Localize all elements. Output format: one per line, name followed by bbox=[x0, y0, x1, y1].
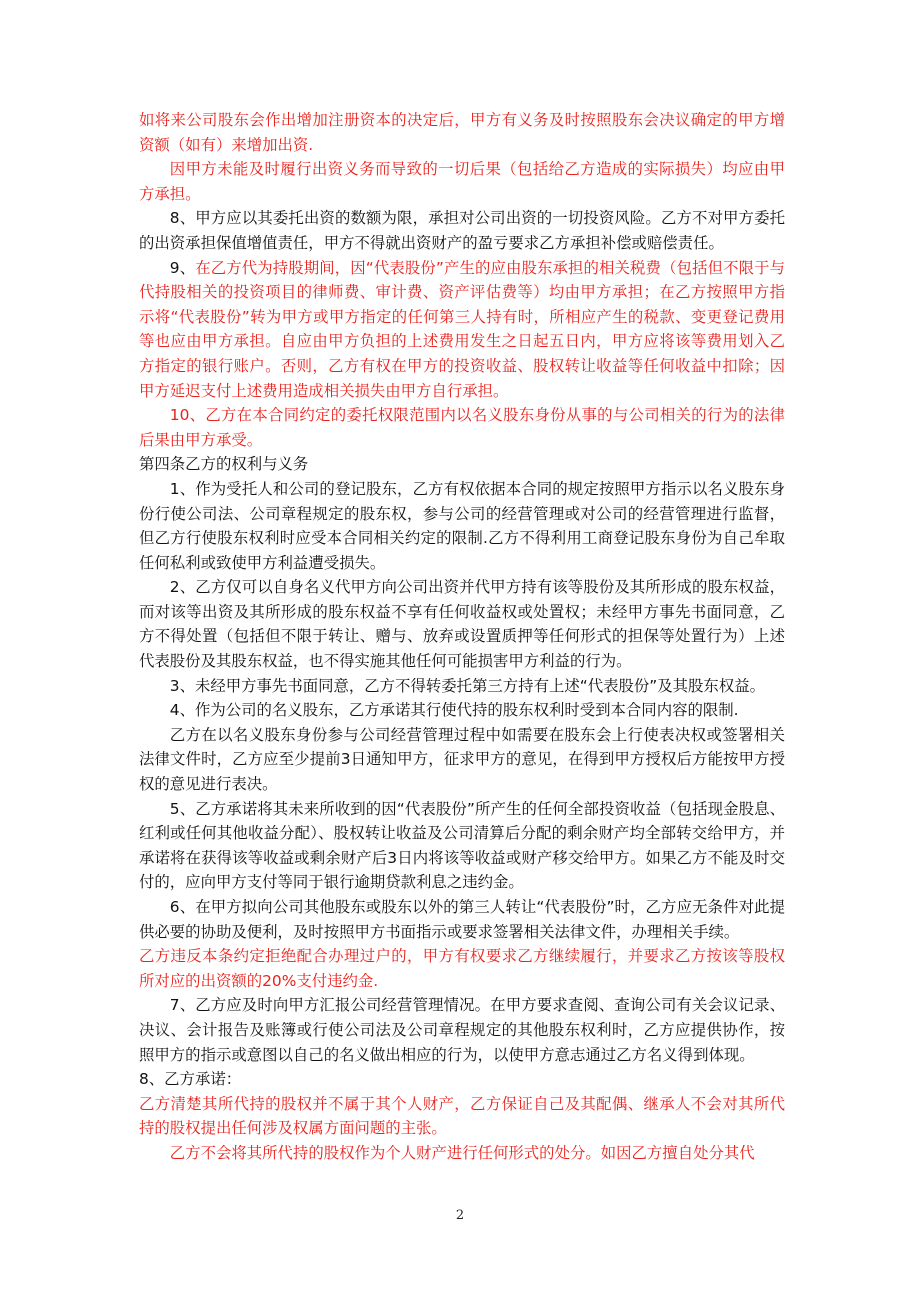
clause-9-number: 9、 bbox=[169, 258, 196, 277]
paragraph-article-4-item-2: 2、乙方仅可以自身名义代甲方向公司出资并代甲方持有该等股份及其所形成的股东权益，而对该等出资及其所形成的股东权益不享有任何收益权或处置权；未经甲方事先书面同意，乙方不得处置（包括但不限于转让、赠与、放弃或设置质押等任何形式的担保等处置行为）上述代表股份及其股东权益，也不得实施其他任何可能损害甲方利益的行为。 bbox=[139, 578, 785, 671]
paragraph-article-4-item-8-heading: 8、乙方承诺： bbox=[139, 1070, 242, 1089]
paragraph-capital-consequences: 因甲方未能及时履行出资义务而导致的一切后果（包括给乙方造成的实际损失）均应由甲方承担。 bbox=[139, 160, 785, 203]
paragraph-article-4-item-6: 6、在甲方拟向公司其他股东或股东以外的第三人转让“代表股份”时，乙方应无条件对此提供必要的协助及便利，及时按照甲方书面指示或要求签署相关法律文件，办理相关手续。 bbox=[139, 898, 785, 941]
paragraph-article-4-item-6-penalty: 乙方违反本条约定拒绝配合办理过户的，甲方有权要求乙方继续履行，并要求乙方按该等股权所对应的出资额的20%支付违约金. bbox=[139, 947, 785, 990]
paragraph-clause-8-risk: 8、甲方应以其委托出资的数额为限，承担对公司出资的一切投资风险。乙方不对甲方委托的出资承担保值增值责任，甲方不得就出资财产的盈亏要求乙方承担补偿或赔偿责任。 bbox=[139, 209, 785, 252]
paragraph-article-4-item-8-ownership: 乙方清楚其所代持的股权并不属于其个人财产，乙方保证自己及其配偶、继承人不会对其所代持的股权提出任何涉及权属方面问题的主张。 bbox=[139, 1094, 785, 1138]
paragraph-article-4-item-4-voting: 乙方在以名义股东身份参与公司经营管理过程中如需要在股东会上行使表决权或签署相关法律文件时，乙方应至少提前3日通知甲方，征求甲方的意见，在得到甲方授权后方能按甲方授权的意见进行表决。 bbox=[139, 725, 785, 794]
paragraph-article-4-item-1: 1、作为受托人和公司的登记股东，乙方有权依据本合同的规定按照甲方指示以名义股东身份行使公司法、公司章程规定的股东权，参与公司的经营管理或对公司的经营管理进行监督，但乙方行使股东权利时应受本合同相关约定的限制.乙方不得利用工商登记股东身份为自己牟取任何私利或致使甲方利益遭受损失。 bbox=[139, 479, 785, 572]
paragraph-article-4-item-8-disposal: 乙方不会将其所代持的股权作为个人财产进行任何形式的处分。如因乙方擅自处分其代 bbox=[169, 1143, 755, 1162]
section-heading-article-4: 第四条乙方的权利与义务 bbox=[139, 455, 309, 474]
page-number: 2 bbox=[455, 1208, 465, 1223]
paragraph-article-4-item-4: 4、作为公司的名义股东，乙方承诺其行使代持的股东权利时受到本合同内容的限制. bbox=[169, 701, 739, 720]
paragraph-article-4-item-5: 5、乙方承诺将其未来所收到的因“代表股份”所产生的任何全部投资收益（包括现金股息、红利或任何其他收益分配）、股权转让收益及公司清算后分配的剩余财产均全部转交给甲方，并承诺将在获得该等收益或剩余财产后3日内将该等收益或财产移交给甲方。如果乙方不能及时交付的，应向甲方支付等同于银行逾期贷款利息之违约金。 bbox=[139, 799, 785, 892]
paragraph-article-4-item-7: 7、乙方应及时向甲方汇报公司经营管理情况。在甲方要求查阅、查询公司有关会议记录、决议、会计报告及账簿或行使公司法及公司章程规定的其他股东权利时，乙方应提供协作，按照甲方的指示或意图以自己的名义做出相应的行为，以使甲方意志通过乙方名义得到体现。 bbox=[139, 996, 785, 1064]
paragraph-clause-10-legal-consequences: 10、乙方在本合同约定的委托权限范围内以名义股东身份从事的与公司相关的行为的法律后果由甲方承受。 bbox=[139, 406, 785, 449]
paragraph-capital-increase: 如将来公司股东会作出增加注册资本的决定后，甲方有义务及时按照股东会决议确定的甲方增资额（如有）来增加出资. bbox=[139, 111, 785, 154]
paragraph-clause-9-taxes bbox=[139, 256, 785, 404]
clause-9-text: 在乙方代为持股期间，因“代表股份”产生的应由股东承担的相关税费（包括但不限于与代持股相关的投资项目的律师费、审计费、资产评估费等）均由甲方承担；在乙方按照甲方指示将“代表股份”转为甲方或甲方指定的任何第三人持有时，所相应产生的税款、变更登记费用等也应由甲方承担。自应由甲方负担的上述费用发生之日起五日内，甲方应将该等费用划入乙方指定的银行账户。否则，乙方有权在甲方的投资收益、股权转让收益等任何收益中扣除；因甲方延迟支付上述费用造成相关损失由甲方自行承担。 bbox=[139, 258, 785, 400]
paragraph-article-4-item-3: 3、未经甲方事先书面同意，乙方不得转委托第三方持有上述“代表股份”及其股东权益。 bbox=[169, 676, 765, 695]
page-body bbox=[139, 108, 785, 1166]
